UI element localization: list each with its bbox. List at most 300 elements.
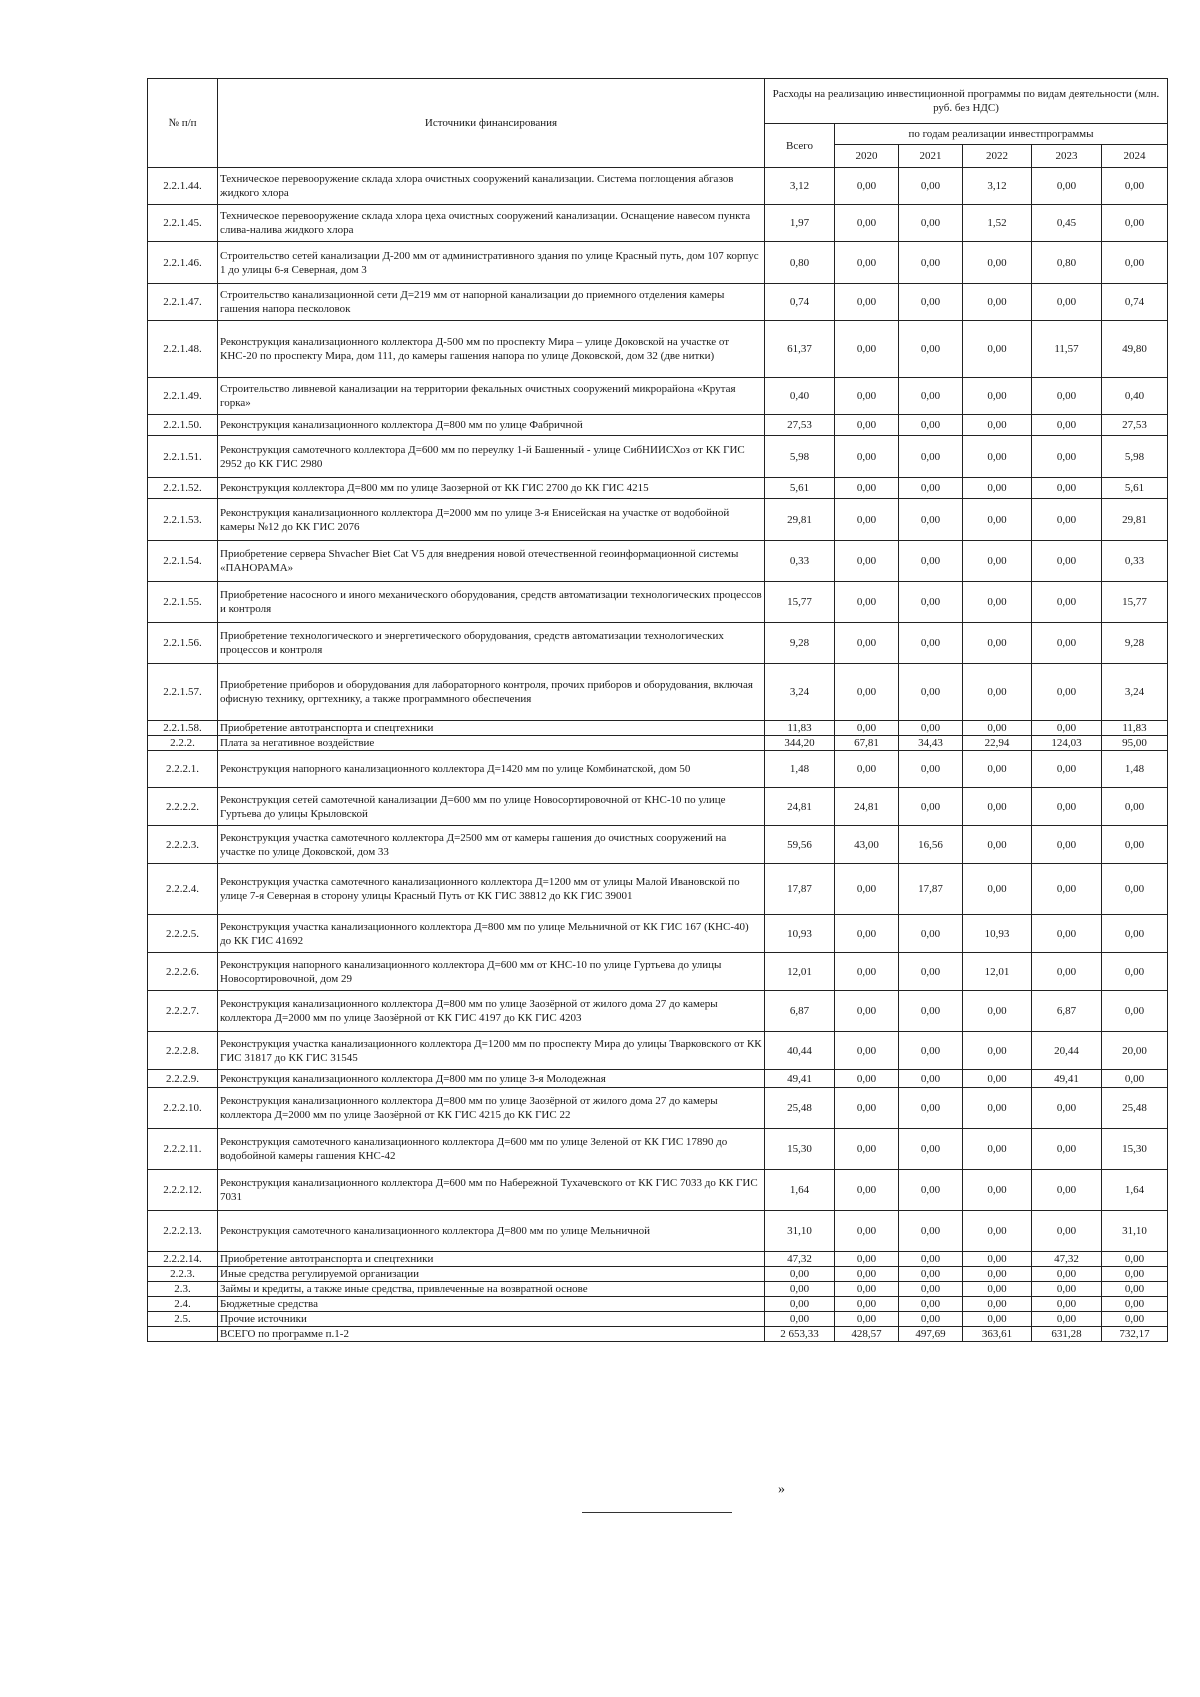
row-value-2020: 0,00 [835, 664, 899, 721]
row-value-2024: 0,00 [1102, 788, 1168, 826]
row-value-2021: 0,00 [899, 284, 963, 321]
row-value-2024: 27,53 [1102, 415, 1168, 436]
row-value-2020: 0,00 [835, 1267, 899, 1282]
row-value-2021: 0,00 [899, 499, 963, 541]
row-value-2023: 0,00 [1032, 1267, 1102, 1282]
header-source: Источники финансирования [218, 79, 765, 168]
row-value-2020: 0,00 [835, 751, 899, 788]
header-expenses: Расходы на реализацию инвестиционной программы по видам деятельности (млн. руб. без НДС) [765, 79, 1168, 124]
row-source: Займы и кредиты, а также иные средства, привлеченные на возвратной основе [218, 1282, 765, 1297]
row-value-2022: 10,93 [963, 915, 1032, 953]
row-value-2021: 17,87 [899, 864, 963, 915]
table-row [148, 1297, 1168, 1312]
row-total: 9,28 [765, 623, 835, 664]
row-number: 2.2.1.49. [148, 378, 218, 415]
row-value-2020: 0,00 [835, 321, 899, 378]
row-source: Техническое перевооружение склада хлора цеха очистных сооружений канализации. Оснащение навесом пункта слива-налива жидкого хлора [218, 205, 765, 242]
row-number: 2.2.1.46. [148, 242, 218, 284]
row-total: 5,61 [765, 478, 835, 499]
row-value-2024: 0,00 [1102, 826, 1168, 864]
row-source: Прочие источники [218, 1312, 765, 1327]
row-number: 2.2.3. [148, 1267, 218, 1282]
row-total: 1,97 [765, 205, 835, 242]
row-value-2024: 3,24 [1102, 664, 1168, 721]
row-total: 49,41 [765, 1070, 835, 1088]
header-year-2020: 2020 [835, 145, 899, 168]
row-value-2020: 0,00 [835, 721, 899, 736]
row-value-2021: 0,00 [899, 788, 963, 826]
row-value-2022: 0,00 [963, 1070, 1032, 1088]
row-source: Приобретение технологического и энергетического оборудования, средств автоматизации технологических процессов и контроля [218, 623, 765, 664]
row-number: 2.2.2.5. [148, 915, 218, 953]
row-number: 2.2.2.2. [148, 788, 218, 826]
row-value-2021: 0,00 [899, 664, 963, 721]
row-source: Реконструкция напорного канализационного коллектора Д=1420 мм по улице Комбинатской, дом 50 [218, 751, 765, 788]
row-value-2022: 0,00 [963, 1032, 1032, 1070]
row-value-2021: 0,00 [899, 953, 963, 991]
row-value-2022: 0,00 [963, 751, 1032, 788]
row-value-2020: 0,00 [835, 915, 899, 953]
row-source: Строительство канализационной сети Д=219 мм от напорной канализации до приемного отделения камеры гашения напора песколовок [218, 284, 765, 321]
header-year-2021: 2021 [899, 145, 963, 168]
row-value-2023: 0,00 [1032, 478, 1102, 499]
row-value-2021: 0,00 [899, 1267, 963, 1282]
table-row [148, 1252, 1168, 1267]
table-row [148, 1282, 1168, 1297]
row-value-2024: 1,64 [1102, 1170, 1168, 1211]
row-number: 2.2.2.10. [148, 1088, 218, 1129]
row-number: 2.2.2.11. [148, 1129, 218, 1170]
row-number: 2.2.2.3. [148, 826, 218, 864]
row-value-2020: 0,00 [835, 953, 899, 991]
row-value-2022: 0,00 [963, 1211, 1032, 1252]
row-number: 2.2.2.7. [148, 991, 218, 1032]
row-total: 0,00 [765, 1282, 835, 1297]
row-value-2020: 24,81 [835, 788, 899, 826]
row-value-2023: 0,80 [1032, 242, 1102, 284]
table-row [148, 242, 1168, 284]
row-value-2022: 3,12 [963, 168, 1032, 205]
row-value-2023: 0,00 [1032, 1312, 1102, 1327]
row-value-2023: 47,32 [1032, 1252, 1102, 1267]
row-source: Реконструкция участка самотечного коллектора Д=2500 мм от камеры гашения до очистных сооружений на участке по улице Доковской, дом 33 [218, 826, 765, 864]
row-source: Реконструкция канализационного коллектора Д=2000 мм по улице 3-я Енисейская на участке от водобойной камеры №12 до КК ГИС 2076 [218, 499, 765, 541]
row-total: 29,81 [765, 499, 835, 541]
table-row [148, 664, 1168, 721]
row-total: 5,98 [765, 436, 835, 478]
row-value-2021: 0,00 [899, 378, 963, 415]
row-number: 2.2.2.8. [148, 1032, 218, 1070]
row-value-2020: 0,00 [835, 1252, 899, 1267]
row-value-2023: 6,87 [1032, 991, 1102, 1032]
row-value-2022: 0,00 [963, 1297, 1032, 1312]
row-value-2021: 0,00 [899, 1129, 963, 1170]
row-total: 1,64 [765, 1170, 835, 1211]
row-value-2021: 0,00 [899, 415, 963, 436]
table-row [148, 721, 1168, 736]
row-value-2024: 15,77 [1102, 582, 1168, 623]
row-source: Строительство ливневой канализации на территории фекальных очистных сооружений микрорайона «Крутая горка» [218, 378, 765, 415]
row-total: 61,37 [765, 321, 835, 378]
row-value-2022: 0,00 [963, 415, 1032, 436]
row-value-2020: 0,00 [835, 991, 899, 1032]
row-value-2022: 0,00 [963, 1170, 1032, 1211]
row-value-2023: 0,00 [1032, 664, 1102, 721]
row-value-2021: 0,00 [899, 1282, 963, 1297]
row-total: 12,01 [765, 953, 835, 991]
row-value-2024: 0,74 [1102, 284, 1168, 321]
row-total: 24,81 [765, 788, 835, 826]
row-value-2022: 0,00 [963, 242, 1032, 284]
row-value-2020: 0,00 [835, 499, 899, 541]
row-value-2023: 631,28 [1032, 1327, 1102, 1342]
row-source: Реконструкция самотечного канализационного коллектора Д=800 мм по улице Мельничной [218, 1211, 765, 1252]
table-row [148, 788, 1168, 826]
row-total: 59,56 [765, 826, 835, 864]
table-row [148, 623, 1168, 664]
row-value-2023: 49,41 [1032, 1070, 1102, 1088]
row-value-2021: 0,00 [899, 1032, 963, 1070]
row-source: Приобретение автотранспорта и спецтехники [218, 1252, 765, 1267]
row-value-2022: 0,00 [963, 864, 1032, 915]
row-value-2024: 0,00 [1102, 1252, 1168, 1267]
row-number: 2.2.1.50. [148, 415, 218, 436]
header-num: № п/п [148, 79, 218, 168]
table-row [148, 736, 1168, 751]
row-number: 2.2.1.54. [148, 541, 218, 582]
row-source: Приобретение сервера Shvacher Biet Cat V5 для внедрения новой отечественной геоинформационной системы «ПАНОРАМА» [218, 541, 765, 582]
row-value-2021: 0,00 [899, 1312, 963, 1327]
table-row [148, 751, 1168, 788]
row-value-2021: 0,00 [899, 321, 963, 378]
row-value-2021: 0,00 [899, 623, 963, 664]
row-total: 0,00 [765, 1267, 835, 1282]
row-source: Приобретение автотранспорта и спецтехники [218, 721, 765, 736]
row-source: ВСЕГО по программе п.1-2 [218, 1327, 765, 1342]
row-value-2024: 9,28 [1102, 623, 1168, 664]
row-value-2022: 0,00 [963, 1282, 1032, 1297]
row-value-2021: 0,00 [899, 205, 963, 242]
table-row [148, 1129, 1168, 1170]
row-total: 25,48 [765, 1088, 835, 1129]
row-value-2023: 11,57 [1032, 321, 1102, 378]
row-number: 2.2.2.13. [148, 1211, 218, 1252]
row-total: 3,12 [765, 168, 835, 205]
row-value-2023: 0,00 [1032, 499, 1102, 541]
table-row [148, 915, 1168, 953]
row-total: 40,44 [765, 1032, 835, 1070]
table-row [148, 1032, 1168, 1070]
row-value-2024: 0,00 [1102, 242, 1168, 284]
row-value-2023: 0,00 [1032, 284, 1102, 321]
row-number: 2.4. [148, 1297, 218, 1312]
row-value-2020: 0,00 [835, 1088, 899, 1129]
row-value-2020: 0,00 [835, 1312, 899, 1327]
table-row [148, 1088, 1168, 1129]
row-value-2024: 0,00 [1102, 1282, 1168, 1297]
row-value-2021: 0,00 [899, 168, 963, 205]
row-value-2024: 0,00 [1102, 1267, 1168, 1282]
row-source: Реконструкция канализационного коллектора Д=600 мм по Набережной Тухачевского от КК ГИС 7033 до КК ГИС 7031 [218, 1170, 765, 1211]
row-value-2024: 5,61 [1102, 478, 1168, 499]
row-value-2021: 16,56 [899, 826, 963, 864]
row-value-2021: 0,00 [899, 436, 963, 478]
row-value-2023: 0,00 [1032, 1129, 1102, 1170]
row-value-2024: 95,00 [1102, 736, 1168, 751]
row-value-2022: 1,52 [963, 205, 1032, 242]
row-value-2020: 0,00 [835, 1282, 899, 1297]
row-value-2024: 0,00 [1102, 1312, 1168, 1327]
row-value-2021: 0,00 [899, 721, 963, 736]
row-total: 6,87 [765, 991, 835, 1032]
row-value-2021: 0,00 [899, 991, 963, 1032]
table-row [148, 436, 1168, 478]
row-value-2022: 0,00 [963, 991, 1032, 1032]
row-source: Реконструкция участка самотечного канализационного коллектора Д=1200 мм от улицы Малой Ивановской по улице 7-я Северная в сторону улицы Красный Путь от КК ГИС 38812 до КК ГИС 39001 [218, 864, 765, 915]
row-value-2020: 67,81 [835, 736, 899, 751]
row-value-2023: 0,00 [1032, 915, 1102, 953]
row-value-2020: 43,00 [835, 826, 899, 864]
row-value-2020: 0,00 [835, 864, 899, 915]
row-value-2021: 0,00 [899, 915, 963, 953]
row-value-2020: 0,00 [835, 1170, 899, 1211]
row-value-2022: 0,00 [963, 1252, 1032, 1267]
row-value-2020: 0,00 [835, 1297, 899, 1312]
row-number: 2.2.2.6. [148, 953, 218, 991]
row-value-2023: 0,00 [1032, 826, 1102, 864]
row-number: 2.2.2.9. [148, 1070, 218, 1088]
row-value-2021: 0,00 [899, 751, 963, 788]
row-value-2021: 0,00 [899, 582, 963, 623]
row-source: Техническое перевооружение склада хлора очистных сооружений канализации. Система поглощения абгазов жидкого хлора [218, 168, 765, 205]
row-value-2023: 0,00 [1032, 1297, 1102, 1312]
row-value-2022: 0,00 [963, 1129, 1032, 1170]
row-value-2020: 0,00 [835, 168, 899, 205]
row-value-2022: 0,00 [963, 541, 1032, 582]
table-row [148, 991, 1168, 1032]
row-number: 2.2.2.14. [148, 1252, 218, 1267]
table-row [148, 415, 1168, 436]
row-value-2020: 0,00 [835, 436, 899, 478]
investment-program-table [147, 78, 1168, 1342]
row-source: Плата за негативное воздействие [218, 736, 765, 751]
row-total: 47,32 [765, 1252, 835, 1267]
row-total: 15,30 [765, 1129, 835, 1170]
row-value-2022: 0,00 [963, 436, 1032, 478]
row-total: 344,20 [765, 736, 835, 751]
table-row [148, 478, 1168, 499]
row-value-2022: 0,00 [963, 499, 1032, 541]
row-value-2024: 0,00 [1102, 1297, 1168, 1312]
row-total: 0,33 [765, 541, 835, 582]
row-value-2023: 124,03 [1032, 736, 1102, 751]
row-number: 2.5. [148, 1312, 218, 1327]
row-number: 2.2.1.53. [148, 499, 218, 541]
table-row [148, 1170, 1168, 1211]
table-row [148, 582, 1168, 623]
table-row [148, 864, 1168, 915]
row-source: Реконструкция участка канализационного коллектора Д=1200 мм по проспекту Мира до улицы Тварковского от КК ГИС 31817 до КК ГИС 31545 [218, 1032, 765, 1070]
row-value-2024: 0,00 [1102, 991, 1168, 1032]
row-value-2022: 0,00 [963, 721, 1032, 736]
row-value-2022: 0,00 [963, 478, 1032, 499]
row-total: 1,48 [765, 751, 835, 788]
row-number: 2.2.1.55. [148, 582, 218, 623]
row-value-2024: 0,00 [1102, 205, 1168, 242]
row-value-2023: 0,00 [1032, 751, 1102, 788]
closing-quote-mark: » [778, 1482, 785, 1497]
row-value-2020: 0,00 [835, 378, 899, 415]
row-value-2024: 49,80 [1102, 321, 1168, 378]
row-value-2022: 0,00 [963, 664, 1032, 721]
row-total: 0,74 [765, 284, 835, 321]
row-value-2024: 31,10 [1102, 1211, 1168, 1252]
row-value-2024: 0,00 [1102, 953, 1168, 991]
row-value-2023: 20,44 [1032, 1032, 1102, 1070]
row-total: 0,40 [765, 378, 835, 415]
row-value-2024: 25,48 [1102, 1088, 1168, 1129]
row-total: 31,10 [765, 1211, 835, 1252]
row-value-2022: 0,00 [963, 1312, 1032, 1327]
table-row [148, 321, 1168, 378]
row-value-2022: 363,61 [963, 1327, 1032, 1342]
row-value-2021: 0,00 [899, 1252, 963, 1267]
row-value-2022: 0,00 [963, 284, 1032, 321]
row-total: 17,87 [765, 864, 835, 915]
row-total: 10,93 [765, 915, 835, 953]
row-source: Приобретение насосного и иного механического оборудования, средств автоматизации технологических процессов и контроля [218, 582, 765, 623]
row-value-2020: 0,00 [835, 623, 899, 664]
row-value-2022: 0,00 [963, 1267, 1032, 1282]
row-number: 2.2.2. [148, 736, 218, 751]
row-total: 0,00 [765, 1297, 835, 1312]
row-number: 2.2.2.12. [148, 1170, 218, 1211]
row-value-2024: 29,81 [1102, 499, 1168, 541]
row-value-2023: 0,00 [1032, 582, 1102, 623]
table-row [148, 953, 1168, 991]
row-value-2023: 0,00 [1032, 378, 1102, 415]
row-value-2024: 0,33 [1102, 541, 1168, 582]
table-body [148, 168, 1168, 1342]
row-value-2024: 11,83 [1102, 721, 1168, 736]
row-value-2020: 0,00 [835, 541, 899, 582]
row-value-2021: 0,00 [899, 1088, 963, 1129]
row-total: 0,00 [765, 1312, 835, 1327]
row-number: 2.2.1.44. [148, 168, 218, 205]
row-total: 11,83 [765, 721, 835, 736]
row-value-2021: 0,00 [899, 1170, 963, 1211]
row-source: Реконструкция канализационного коллектора Д=800 мм по улице 3-я Молодежная [218, 1070, 765, 1088]
row-value-2020: 0,00 [835, 1211, 899, 1252]
row-value-2022: 0,00 [963, 1088, 1032, 1129]
row-value-2021: 34,43 [899, 736, 963, 751]
row-value-2023: 0,00 [1032, 864, 1102, 915]
row-value-2023: 0,00 [1032, 415, 1102, 436]
row-value-2020: 0,00 [835, 242, 899, 284]
row-source: Реконструкция коллектора Д=800 мм по улице Заозерной от КК ГИС 2700 до КК ГИС 4215 [218, 478, 765, 499]
row-value-2022: 0,00 [963, 826, 1032, 864]
table-row [148, 541, 1168, 582]
row-value-2022: 22,94 [963, 736, 1032, 751]
row-value-2023: 0,45 [1032, 205, 1102, 242]
table-row [148, 499, 1168, 541]
table-row [148, 378, 1168, 415]
header-total: Всего [765, 124, 835, 168]
row-number: 2.2.1.52. [148, 478, 218, 499]
row-value-2021: 0,00 [899, 1070, 963, 1088]
table-row [148, 205, 1168, 242]
row-value-2021: 497,69 [899, 1327, 963, 1342]
row-value-2024: 15,30 [1102, 1129, 1168, 1170]
row-value-2020: 0,00 [835, 1129, 899, 1170]
row-value-2022: 0,00 [963, 378, 1032, 415]
row-value-2023: 0,00 [1032, 168, 1102, 205]
header-year-2022: 2022 [963, 145, 1032, 168]
row-value-2021: 0,00 [899, 242, 963, 284]
row-value-2020: 0,00 [835, 1070, 899, 1088]
row-source: Иные средства регулируемой организации [218, 1267, 765, 1282]
row-value-2022: 0,00 [963, 788, 1032, 826]
row-value-2023: 0,00 [1032, 1170, 1102, 1211]
row-value-2020: 0,00 [835, 478, 899, 499]
row-value-2021: 0,00 [899, 478, 963, 499]
row-value-2023: 0,00 [1032, 953, 1102, 991]
row-number: 2.2.1.48. [148, 321, 218, 378]
table-row [148, 1070, 1168, 1088]
row-number: 2.2.1.47. [148, 284, 218, 321]
row-value-2023: 0,00 [1032, 623, 1102, 664]
table-row [148, 826, 1168, 864]
row-value-2024: 5,98 [1102, 436, 1168, 478]
row-value-2020: 0,00 [835, 1032, 899, 1070]
table-row [148, 1211, 1168, 1252]
row-number: 2.2.1.45. [148, 205, 218, 242]
table-header [148, 79, 1168, 168]
table-row [148, 1327, 1168, 1342]
row-total: 3,24 [765, 664, 835, 721]
row-source: Бюджетные средства [218, 1297, 765, 1312]
row-number: 2.3. [148, 1282, 218, 1297]
row-value-2020: 0,00 [835, 415, 899, 436]
header-year-2023: 2023 [1032, 145, 1102, 168]
row-value-2020: 428,57 [835, 1327, 899, 1342]
row-source: Реконструкция участка канализационного коллектора Д=800 мм по улице Мельничной от КК ГИС 167 (КНС-40) до КК ГИС 41692 [218, 915, 765, 953]
row-value-2022: 0,00 [963, 582, 1032, 623]
row-source: Строительство сетей канализации Д-200 мм от административного здания по улице Красный путь, дом 107 корпус 1 до улицы 6-я Северная, дом 3 [218, 242, 765, 284]
row-number [148, 1327, 218, 1342]
row-value-2023: 0,00 [1032, 788, 1102, 826]
row-source: Реконструкция сетей самотечной канализации Д=600 мм по улице Новосортировочной от КНС-10 по улице Гуртьева до улицы Крыловской [218, 788, 765, 826]
row-value-2022: 0,00 [963, 623, 1032, 664]
row-source: Реконструкция самотечного канализационного коллектора Д=600 мм по улице Зеленой от КК ГИС 17890 до водобойной камеры гашения КНС-42 [218, 1129, 765, 1170]
row-number: 2.2.2.1. [148, 751, 218, 788]
row-value-2024: 1,48 [1102, 751, 1168, 788]
row-value-2024: 0,00 [1102, 864, 1168, 915]
row-number: 2.2.2.4. [148, 864, 218, 915]
row-value-2024: 0,40 [1102, 378, 1168, 415]
row-value-2024: 732,17 [1102, 1327, 1168, 1342]
row-value-2024: 0,00 [1102, 915, 1168, 953]
footer-separator-line [582, 1512, 732, 1513]
row-source: Реконструкция канализационного коллектора Д=800 мм по улице Заозёрной от жилого дома 27 до камеры коллектора Д=2000 мм по улице Заозёрной от КК ГИС 4197 до КК ГИС 4203 [218, 991, 765, 1032]
row-source: Реконструкция напорного канализационного коллектора Д=600 мм от КНС-10 по улице Гуртьева до улицы Новосортировочной, дом 29 [218, 953, 765, 991]
row-number: 2.2.1.56. [148, 623, 218, 664]
row-value-2023: 0,00 [1032, 721, 1102, 736]
row-value-2021: 0,00 [899, 1297, 963, 1312]
row-total: 15,77 [765, 582, 835, 623]
row-value-2022: 0,00 [963, 321, 1032, 378]
row-total: 0,80 [765, 242, 835, 284]
